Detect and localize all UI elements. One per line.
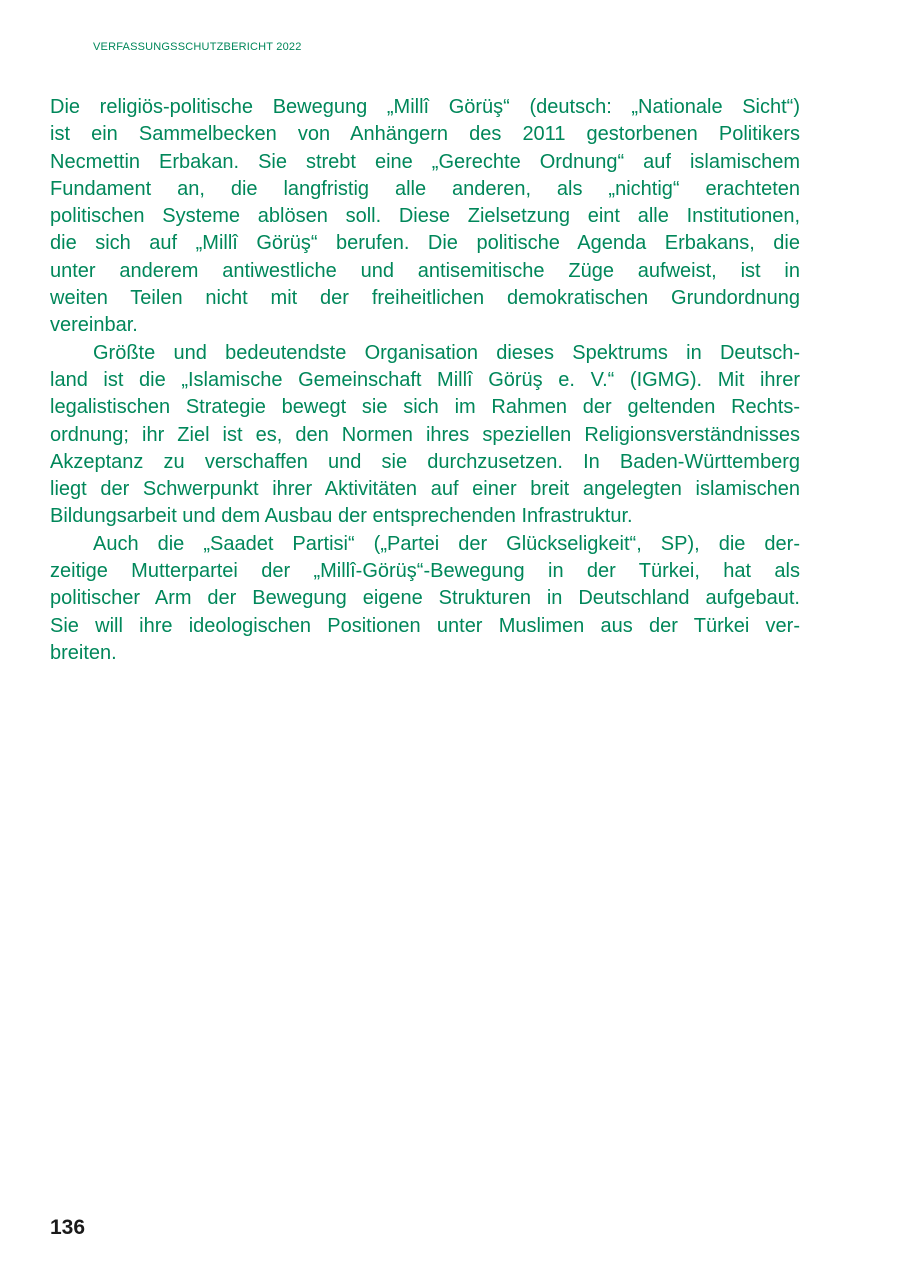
text-line: ist ein Sammelbecken von Anhängern des 2011 gestorbenen Politikers — [50, 123, 800, 146]
paragraph-1 — [50, 94, 820, 340]
paragraph-3 — [50, 531, 820, 667]
body-text — [50, 94, 820, 667]
text-line: die sich auf „Millî Görüş“ berufen. Die politische Agenda Erbakans, die — [50, 232, 800, 255]
text-line: Bildungsarbeit und dem Ausbau der entsprechenden Infrastruktur. — [50, 505, 633, 528]
text-line: politischen Systeme ablösen soll. Diese Zielsetzung eint alle Institutionen, — [50, 205, 800, 228]
text-line: Sie will ihre ideologischen Positionen unter Muslimen aus der Türkei ver- — [50, 614, 800, 637]
text-line: Die religiös-politische Bewegung „Millî Görüş“ (deutsch: „Nationale Sicht“) — [50, 96, 800, 118]
text-line: weiten Teilen nicht mit der freiheitlichen demokratischen Grundordnung — [50, 287, 800, 310]
paragraph-2 — [50, 340, 820, 531]
text-line: zeitige Mutterpartei der „Millî-Görüş“-Bewegung in der Türkei, hat als — [50, 560, 800, 583]
running-header: VERFASSUNGSSCHUTZBERICHT 2022 — [93, 41, 302, 53]
text-line: ordnung; ihr Ziel ist es, den Normen ihres speziellen Religionsverständnisses — [50, 423, 800, 446]
text-line: politischer Arm der Bewegung eigene Strukturen in Deutschland aufgebaut. — [50, 587, 800, 610]
text-line: Necmettin Erbakan. Sie strebt eine „Gerechte Ordnung“ auf islamischem — [50, 150, 800, 173]
text-line: Größte und bedeutendste Organisation dieses Spektrums in Deutsch- — [93, 341, 800, 364]
text-line: land ist die „Islamische Gemeinschaft Millî Görüş e. V.“ (IGMG). Mit ihrer — [50, 368, 800, 391]
text-line: breiten. — [50, 641, 117, 664]
text-line: liegt der Schwerpunkt ihrer Aktivitäten auf einer breit angelegten islamischen — [50, 478, 800, 501]
text-line: Fundament an, die langfristig alle anderen, als „nichtig“ erachteten — [50, 177, 800, 200]
text-line: unter anderem antiwestliche und antisemitische Züge aufweist, ist in — [50, 259, 800, 282]
page-number: 136 — [50, 1216, 86, 1239]
text-line: Akzeptanz zu verschaffen und sie durchzusetzen. In Baden-Württemberg — [50, 450, 800, 473]
text-line: Auch die „Saadet Partisi“ („Partei der Glückseligkeit“, SP), die der- — [93, 532, 800, 555]
text-line: legalistischen Strategie bewegt sie sich im Rahmen der geltenden Rechts- — [50, 396, 800, 419]
text-line: vereinbar. — [50, 314, 138, 337]
